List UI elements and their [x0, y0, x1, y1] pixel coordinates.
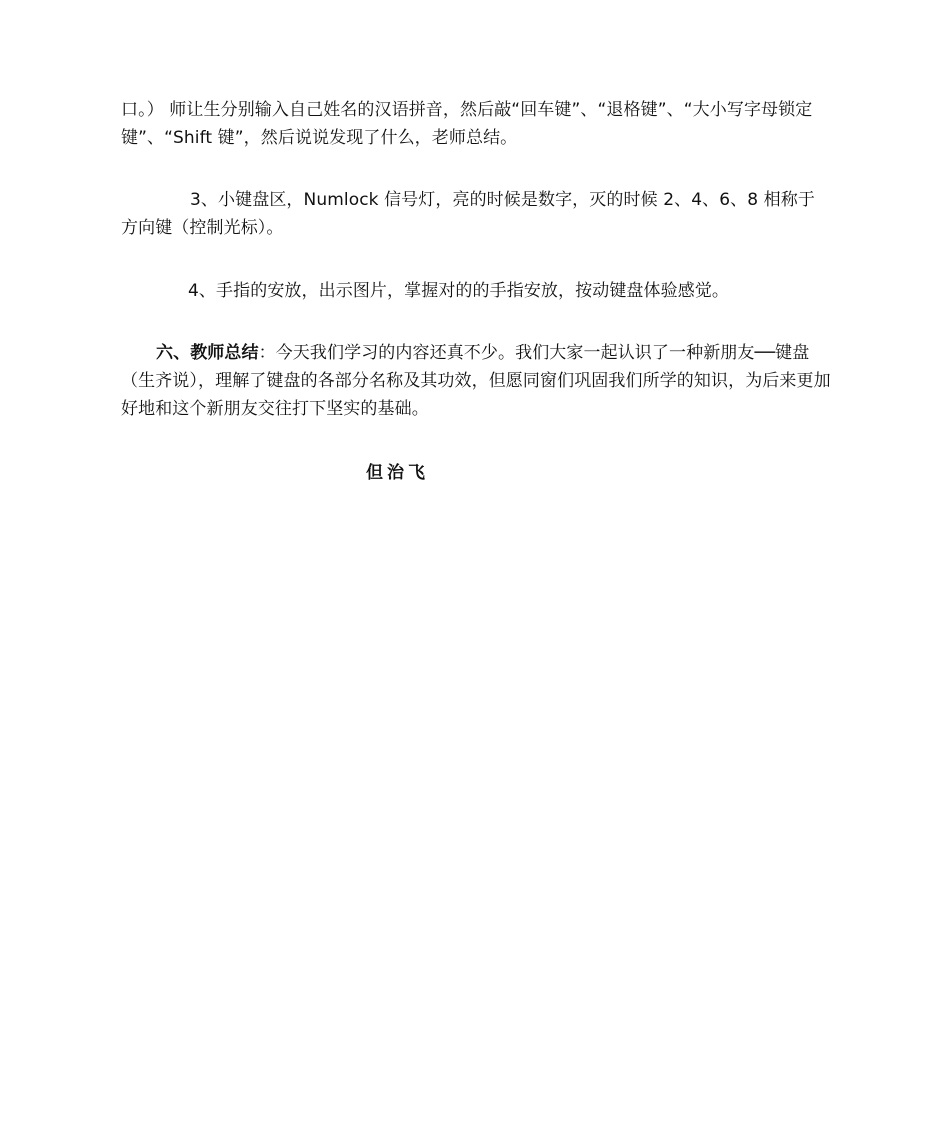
paragraph-keyboard-practice: 口。） 师让生分别输入自己姓名的汉语拼音，然后敲“回车键”、“退格键”、“大小写字母锁定键”、“Shift 键”，然后说说发现了什么，老师总结。	[121, 100, 813, 148]
paragraph-finger-placement: 4、手指的安放，出示图片，掌握对的的手指安放，按动键盘体验感觉。	[188, 281, 730, 301]
summary-heading: 六、教师总结	[156, 343, 259, 363]
author-signature: 但治飞	[366, 463, 429, 483]
paragraph-numpad: 3、小键盘区，Numlock 信号灯，亮的时候是数字，灭的时候 2、4、6、8 相称于方向键（控制光标）。	[121, 190, 815, 238]
paragraph-teacher-summary	[121, 339, 831, 423]
summary-body: ：今天我们学习的内容还真不少。我们大家一起认识了一种新朋友──键盘（生齐说），理解了键盘的各部分名称及其功效，但愿同窗们巩固我们所学的知识，为后来更加好地和这个新朋友交往打下坚实的基础。	[121, 343, 831, 419]
